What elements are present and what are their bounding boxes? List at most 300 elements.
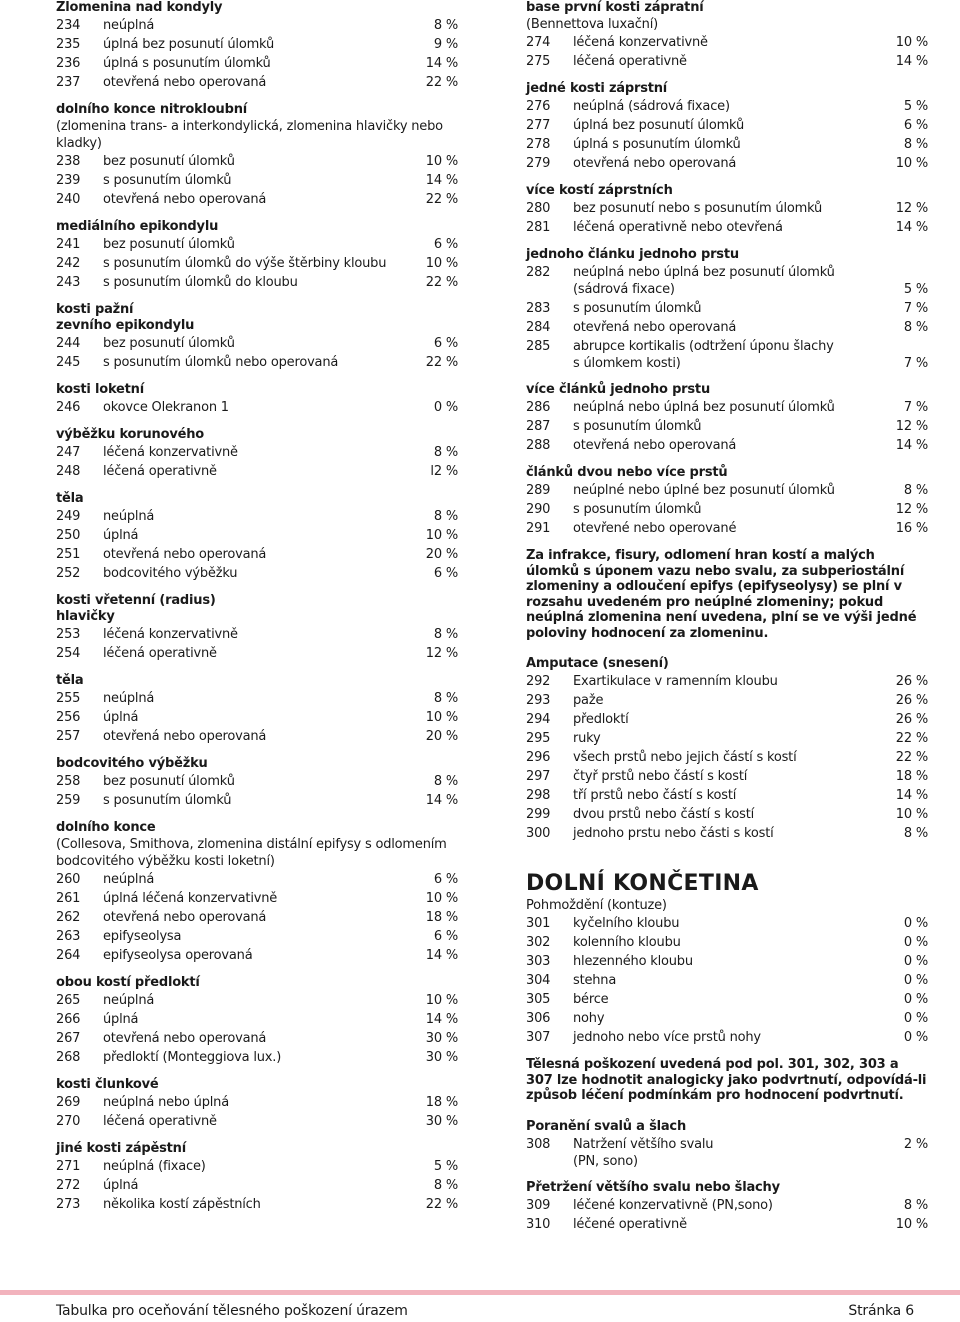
item-description: čtyř prstů nebo částí s kostí <box>573 769 748 784</box>
item-percentage: 0 % <box>903 935 928 950</box>
table-row <box>56 1093 458 1112</box>
item-number: 274 <box>526 35 551 50</box>
table-section <box>526 1119 928 1170</box>
table-row <box>56 398 458 417</box>
table-row <box>56 353 458 372</box>
table-row <box>56 443 458 462</box>
table-row <box>56 708 458 727</box>
section-heading: base první kosti zápratní <box>526 0 704 15</box>
table-section <box>526 548 928 641</box>
table-section <box>526 81 928 173</box>
item-number: 260 <box>56 872 81 887</box>
item-number: 278 <box>526 137 551 152</box>
item-description: úplná s posunutím úlomků <box>573 137 741 152</box>
item-number: 246 <box>56 400 81 415</box>
item-number: 301 <box>526 916 551 931</box>
item-number: 289 <box>526 483 551 498</box>
item-percentage: 10 % <box>425 710 458 725</box>
table-row <box>526 97 928 116</box>
table-row <box>526 33 928 52</box>
item-description: neúplná nebo úplná bez posunutí úlomků <box>573 400 835 415</box>
item-number: 263 <box>56 929 81 944</box>
item-number: 270 <box>56 1114 81 1129</box>
item-percentage: 8 % <box>433 445 458 460</box>
item-percentage: 22 % <box>425 355 458 370</box>
item-percentage: 18 % <box>425 1095 458 1110</box>
table-row <box>526 710 928 729</box>
table-row <box>526 338 928 372</box>
item-number: 236 <box>56 56 81 71</box>
item-number: 283 <box>526 301 551 316</box>
item-number: 245 <box>56 355 81 370</box>
item-number: 294 <box>526 712 551 727</box>
section-heading: Poranění svalů a šlach <box>526 1118 686 1134</box>
section-subheading: (Bennettova luxační) <box>526 17 658 32</box>
item-description: neúplná <box>103 691 155 706</box>
item-description: léčená konzervativně <box>103 627 238 642</box>
item-number: 265 <box>56 993 81 1008</box>
table-row <box>526 971 928 990</box>
item-number: 284 <box>526 320 551 335</box>
footer-page-number: Stránka 6 <box>848 1303 914 1319</box>
item-number: 296 <box>526 750 551 765</box>
section-heading: dolního konce <box>56 820 156 835</box>
item-description: úplná <box>103 1178 139 1193</box>
table-row <box>526 519 928 538</box>
section-heading: více článků jednoho prstu <box>526 382 710 397</box>
item-percentage: 26 % <box>895 693 928 708</box>
table-row <box>526 154 928 173</box>
item-percentage: 20 % <box>425 547 458 562</box>
item-description: s posunutím úlomků <box>103 793 232 808</box>
item-percentage: 0 % <box>903 954 928 969</box>
table-row <box>56 54 458 73</box>
table-row <box>526 1028 928 1047</box>
table-row <box>56 190 458 209</box>
table-row <box>56 644 458 663</box>
item-description: jednoho prstu nebo části s kostí <box>573 826 774 841</box>
table-row <box>526 786 928 805</box>
item-percentage: 8 % <box>433 1178 458 1193</box>
item-percentage: 8 % <box>903 137 928 152</box>
item-number: 293 <box>526 693 551 708</box>
table-row <box>56 1010 458 1029</box>
section-heading: kosti vřetenní (radius) hlavičky <box>56 593 216 624</box>
item-description: neúplná <box>103 993 155 1008</box>
item-description: s posunutím úlomků <box>573 419 702 434</box>
table-row <box>526 672 928 691</box>
table-row <box>526 1196 928 1215</box>
table-row <box>56 1048 458 1067</box>
item-number: 285 <box>526 339 551 354</box>
item-number: 266 <box>56 1012 81 1027</box>
section-heading: více kostí záprstních <box>526 183 673 198</box>
table-row <box>526 748 928 767</box>
item-percentage: 8 % <box>433 691 458 706</box>
item-percentage: 14 % <box>425 1012 458 1027</box>
table-row <box>526 417 928 436</box>
table-row <box>526 500 928 519</box>
table-section <box>56 1141 458 1214</box>
item-description: abrupce kortikalis (odtržení úponu šlachy s úlomkem kosti) <box>573 339 834 371</box>
table-row <box>526 135 928 154</box>
item-description: úplná bez posunutí úlomků <box>573 118 745 133</box>
item-number: 288 <box>526 438 551 453</box>
item-number: 253 <box>56 627 81 642</box>
item-description: léčená operativně nebo otevřená <box>573 220 783 235</box>
item-number: 241 <box>56 237 81 252</box>
item-description: paže <box>573 693 604 708</box>
table-row <box>56 946 458 965</box>
item-description: neúplná <box>103 872 155 887</box>
item-number: 271 <box>56 1159 81 1174</box>
table-row <box>56 152 458 171</box>
item-description: léčená operativně <box>103 1114 217 1129</box>
item-description: Exartikulace v ramenním kloubu <box>573 674 778 689</box>
item-number: 291 <box>526 521 551 536</box>
item-percentage: 10 % <box>425 256 458 271</box>
item-percentage: 10 % <box>895 1216 928 1232</box>
item-percentage: 22 % <box>895 750 928 765</box>
table-row <box>56 545 458 564</box>
table-section <box>526 656 928 843</box>
item-percentage: 10 % <box>895 35 928 50</box>
item-percentage: 30 % <box>425 1031 458 1046</box>
item-number: 261 <box>56 891 81 906</box>
item-percentage: 12 % <box>425 646 458 661</box>
item-percentage: 14 % <box>895 788 928 803</box>
table-row <box>526 729 928 748</box>
section-heading: obou kostí předloktí <box>56 975 200 990</box>
footer-document-title: Tabulka pro oceňování tělesného poškození úrazem <box>56 1303 408 1319</box>
item-number: 240 <box>56 192 81 207</box>
item-number: 280 <box>526 201 551 216</box>
item-percentage: 0 % <box>903 1030 928 1045</box>
item-percentage: 14 % <box>425 56 458 71</box>
table-row <box>56 1112 458 1131</box>
item-description: úplná <box>103 1012 139 1027</box>
table-row <box>56 273 458 292</box>
item-description: otevřená nebo operovaná <box>573 438 737 453</box>
item-number: 262 <box>56 910 81 925</box>
item-description: otevřená nebo operovaná <box>103 75 267 90</box>
section-heading: mediálního epikondylu <box>56 219 219 234</box>
item-number: 255 <box>56 691 81 706</box>
table-row <box>526 805 928 824</box>
table-row <box>526 691 928 710</box>
item-description: s posunutím úlomků <box>573 301 702 316</box>
section-subheading: (Collesova, Smithova, zlomenina distální epifysy s odlomením bodcovitého výběžku kosti loketní) <box>56 837 447 869</box>
item-number: 281 <box>526 220 551 235</box>
item-percentage: 14 % <box>425 793 458 808</box>
item-description: okovce Olekranon 1 <box>103 400 229 415</box>
table-row <box>56 991 458 1010</box>
section-heading: kosti člunkové <box>56 1077 159 1092</box>
item-number: 258 <box>56 774 81 789</box>
item-percentage: 6 % <box>433 566 458 581</box>
item-description: léčená operativně <box>103 464 217 479</box>
table-row <box>526 218 928 237</box>
item-number: 297 <box>526 769 551 784</box>
item-description: ruky <box>573 731 601 746</box>
item-percentage: 0 % <box>903 973 928 988</box>
item-number: 282 <box>526 265 551 280</box>
item-number: 277 <box>526 118 551 133</box>
section-heading: jednoho článku jednoho prstu <box>526 247 739 262</box>
item-description: tří prstů nebo částí s kostí <box>573 788 737 803</box>
item-number: 257 <box>56 729 81 744</box>
item-number: 249 <box>56 509 81 524</box>
item-description: bodcovitého výběžku <box>103 566 238 581</box>
table-row <box>526 914 928 933</box>
section-heading: dolního konce nitrokloubní <box>56 102 248 117</box>
item-number: 267 <box>56 1031 81 1046</box>
item-description: bez posunutí úlomků <box>103 154 235 169</box>
table-row <box>56 1029 458 1048</box>
item-percentage: 0 % <box>903 1011 928 1026</box>
item-percentage: 2 % <box>903 1136 928 1152</box>
item-description: předloktí (Monteggiova lux.) <box>103 1050 282 1065</box>
table-row <box>56 526 458 545</box>
item-number: 248 <box>56 464 81 479</box>
item-description: úplná léčená konzervativně <box>103 891 278 906</box>
table-row <box>526 952 928 971</box>
table-row <box>56 870 458 889</box>
note-paragraph: Za infrakce, fisury, odlomení hran kostí a malých úlomků s úponem vazu nebo svalu, za subperiostální zlomeniny a odloučení epifys (epifyseolysy) se plní v rozsahu uvedeném pro neúplné zlomeniny; pokud neúplná zlomenina není uvedena, plní se ve výši jedné poloviny hodnocení za zlomeninu. <box>526 548 917 641</box>
item-description: otevřená nebo operovaná <box>103 547 267 562</box>
item-description: stehna <box>573 973 617 988</box>
item-percentage: 22 % <box>425 1197 458 1212</box>
table-row <box>526 52 928 71</box>
table-row <box>56 35 458 54</box>
note-paragraph: Tělesná poškození uvedená pod pol. 301, 302, 303 a 307 lze hodnotit analogicky jako podvrtnutí, odpovídá-li způsob léčení podmínkám pro hodnocení podvrtnutí. <box>526 1057 927 1103</box>
item-number: 251 <box>56 547 81 562</box>
item-description: neúplná <box>103 509 155 524</box>
item-number: 307 <box>526 1030 551 1045</box>
item-percentage: 10 % <box>425 154 458 169</box>
item-percentage: 22 % <box>425 75 458 90</box>
table-section <box>526 382 928 455</box>
table-section <box>56 756 458 810</box>
table-row <box>526 264 928 298</box>
item-description: otevřená nebo operovaná <box>103 1031 267 1046</box>
table-section <box>526 0 928 71</box>
item-description: úplná <box>103 528 139 543</box>
item-percentage: 0 % <box>903 916 928 931</box>
table-row <box>526 299 928 318</box>
item-number: 242 <box>56 256 81 271</box>
item-description: jednoho nebo více prstů nohy <box>573 1030 761 1045</box>
item-description: úplná bez posunutí úlomků <box>103 37 275 52</box>
table-row <box>56 507 458 526</box>
item-description: s posunutím úlomků do výše štěrbiny kloubu <box>103 256 387 271</box>
table-section <box>526 1180 928 1234</box>
item-description: úplná s posunutím úlomků <box>103 56 271 71</box>
item-number: 252 <box>56 566 81 581</box>
item-percentage: 5 % <box>903 99 928 114</box>
section-heading: kosti pažní zevního epikondylu <box>56 302 195 333</box>
section-heading: Přetržení většího svalu nebo šlachy <box>526 1179 780 1195</box>
table-row <box>526 481 928 500</box>
item-description: epifyseolysa <box>103 929 182 944</box>
table-row <box>526 990 928 1009</box>
table-row <box>526 436 928 455</box>
item-number: 286 <box>526 400 551 415</box>
table-section <box>526 871 928 1047</box>
section-heading: jiné kosti zápěstní <box>56 1141 186 1156</box>
item-description: hlezenného kloubu <box>573 954 693 969</box>
item-description: s posunutím úlomků <box>103 173 232 188</box>
table-section <box>526 247 928 372</box>
item-percentage: 10 % <box>425 528 458 543</box>
section-heading: bodcovitého výběžku <box>56 756 208 771</box>
item-description: otevřená nebo operovaná <box>573 156 737 171</box>
table-section <box>56 820 458 965</box>
section-heading: těla <box>56 491 84 506</box>
item-percentage: 26 % <box>895 674 928 689</box>
item-percentage: 10 % <box>425 993 458 1008</box>
item-percentage: 10 % <box>425 891 458 906</box>
item-description: kyčelního kloubu <box>573 916 680 931</box>
item-percentage: 6 % <box>433 929 458 944</box>
item-number: 290 <box>526 502 551 517</box>
item-percentage: 20 % <box>425 729 458 744</box>
table-row <box>56 73 458 92</box>
item-number: 299 <box>526 807 551 822</box>
item-description: s posunutím úlomků <box>573 502 702 517</box>
item-number: 308 <box>526 1136 551 1152</box>
item-percentage: 14 % <box>895 54 928 69</box>
item-percentage: 12 % <box>895 201 928 216</box>
item-number: 273 <box>56 1197 81 1212</box>
item-percentage: 18 % <box>425 910 458 925</box>
item-percentage: 6 % <box>903 118 928 133</box>
table-row <box>56 889 458 908</box>
item-number: 247 <box>56 445 81 460</box>
table-row <box>56 625 458 644</box>
item-number: 272 <box>56 1178 81 1193</box>
item-description: neúplná (sádrová fixace) <box>573 99 730 114</box>
table-section <box>56 0 458 92</box>
item-description: otevřená nebo operovaná <box>103 910 267 925</box>
item-number: 268 <box>56 1050 81 1065</box>
table-row <box>526 318 928 337</box>
item-number: 309 <box>526 1197 551 1213</box>
item-number: 243 <box>56 275 81 290</box>
item-percentage: 5 % <box>433 1159 458 1174</box>
section-heading: Amputace (snesení) <box>526 656 669 671</box>
item-percentage: 7 % <box>903 356 928 371</box>
table-row <box>526 824 928 843</box>
item-description: dvou prstů nebo částí s kostí <box>573 807 755 822</box>
table-section <box>56 427 458 481</box>
item-percentage: 5 % <box>903 282 928 297</box>
item-description: Natržení většího svalu (PN, sono) <box>573 1136 714 1169</box>
item-number: 237 <box>56 75 81 90</box>
table-row <box>526 933 928 952</box>
table-row <box>526 1136 928 1170</box>
table-row <box>56 908 458 927</box>
item-percentage: 9 % <box>433 37 458 52</box>
item-percentage: 10 % <box>895 807 928 822</box>
table-section <box>56 102 458 209</box>
item-description: otevřená nebo operovaná <box>103 192 267 207</box>
section-heading: jedné kosti záprstní <box>526 81 668 96</box>
item-description: všech prstů nebo jejich částí s kostí <box>573 750 797 765</box>
item-number: 264 <box>56 948 81 963</box>
table-row <box>56 927 458 946</box>
item-percentage: 8 % <box>433 627 458 642</box>
table-section <box>56 219 458 292</box>
item-percentage: 30 % <box>425 1050 458 1065</box>
item-number: 235 <box>56 37 81 52</box>
item-description: epifyseolysa operovaná <box>103 948 253 963</box>
item-number: 269 <box>56 1095 81 1110</box>
item-description: léčené operativně <box>573 1216 687 1232</box>
item-percentage: 8 % <box>903 483 928 498</box>
item-description: bez posunutí nebo s posunutím úlomků <box>573 201 823 216</box>
item-percentage: 6 % <box>433 336 458 351</box>
section-heading: článků dvou nebo více prstů <box>526 465 728 480</box>
table-row <box>526 116 928 135</box>
item-percentage: 12 % <box>895 502 928 517</box>
item-number: 300 <box>526 826 551 841</box>
item-percentage: 0 % <box>903 992 928 1007</box>
table-section <box>56 673 458 746</box>
item-description: neúplná (fixace) <box>103 1159 206 1174</box>
item-percentage: 6 % <box>433 872 458 887</box>
item-number: 259 <box>56 793 81 808</box>
item-number: 238 <box>56 154 81 169</box>
item-number: 279 <box>526 156 551 171</box>
table-row <box>56 16 458 35</box>
section-heading: výběžku korunového <box>56 427 205 442</box>
item-description: bez posunutí úlomků <box>103 336 235 351</box>
table-row <box>526 398 928 417</box>
item-description: léčená operativně <box>573 54 687 69</box>
item-description: s posunutím úlomků do kloubu <box>103 275 298 290</box>
item-number: 298 <box>526 788 551 803</box>
item-description: kolenního kloubu <box>573 935 681 950</box>
item-description: s posunutím úlomků nebo operovaná <box>103 355 339 370</box>
item-number: 239 <box>56 173 81 188</box>
item-percentage: 26 % <box>895 712 928 727</box>
item-description: léčená konzervativně <box>573 35 708 50</box>
item-percentage: 18 % <box>895 769 928 784</box>
item-description: bez posunutí úlomků <box>103 237 235 252</box>
item-percentage: 8 % <box>433 774 458 789</box>
table-row <box>56 254 458 273</box>
item-percentage: l2 % <box>430 464 458 479</box>
section-heading: těla <box>56 673 84 688</box>
table-row <box>56 727 458 746</box>
section-heading: kosti loketní <box>56 382 144 397</box>
table-row <box>56 689 458 708</box>
table-section <box>526 183 928 237</box>
item-description: neúplná nebo úplná bez posunutí úlomků (sádrová fixace) <box>573 265 835 297</box>
item-percentage: 30 % <box>425 1114 458 1129</box>
item-percentage: 10 % <box>895 156 928 171</box>
item-percentage: 8 % <box>903 1197 928 1213</box>
item-number: 295 <box>526 731 551 746</box>
item-description: neúplná nebo úplná <box>103 1095 229 1110</box>
table-section <box>56 302 458 372</box>
table-section <box>526 1057 928 1104</box>
item-percentage: 14 % <box>895 220 928 235</box>
table-section <box>56 491 458 583</box>
item-description: bez posunutí úlomků <box>103 774 235 789</box>
table-row <box>56 1195 458 1214</box>
